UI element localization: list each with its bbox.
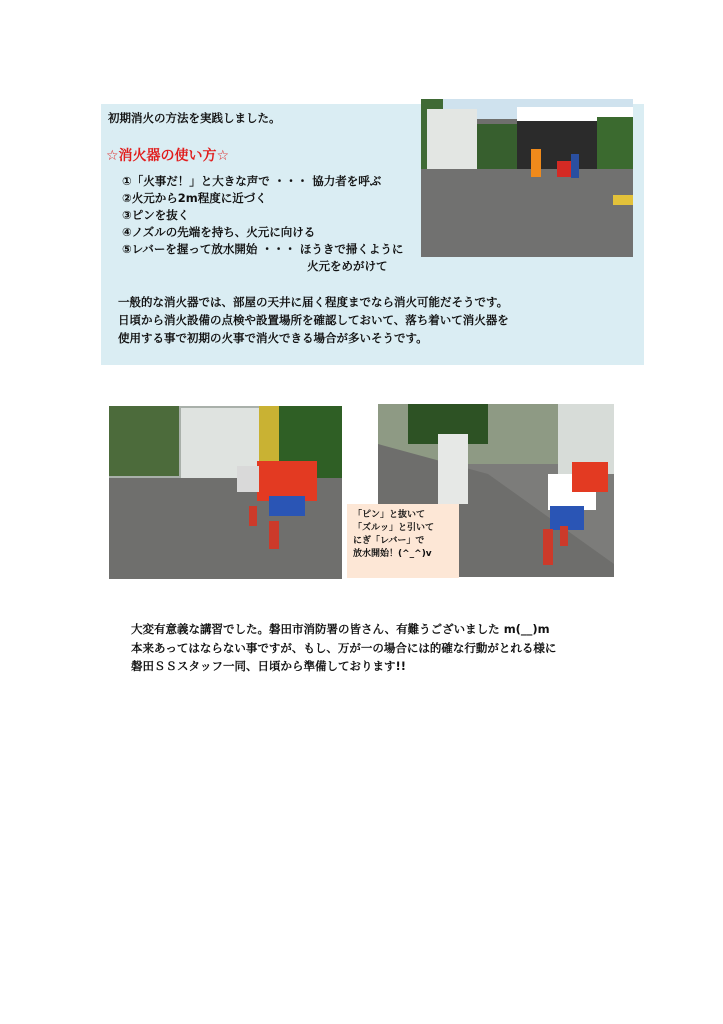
photo-practice-left bbox=[109, 406, 342, 579]
caption-box bbox=[347, 504, 459, 578]
step-item: ①「火事だ！」と大きな声で ・・・ 協力者を呼ぶ bbox=[122, 174, 382, 188]
closing-line: 本来あってはならない事ですが、もし、万が一の場合には的確な行動がとれる様に bbox=[131, 640, 557, 655]
description-line: 一般的な消火器では、部屋の天井に届く程度までなら消火可能だそうです。 bbox=[118, 295, 509, 309]
step-item: ②火元から2m程度に近づく bbox=[122, 191, 267, 205]
caption-line: 「ズルッ」と引いて bbox=[353, 523, 435, 533]
closing-line: 磐田ＳＳスタッフ一同、日頃から準備しております!! bbox=[131, 659, 406, 673]
section-heading: ☆消火器の使い方☆ bbox=[106, 148, 230, 164]
closing-line: 大変有意義な講習でした。磐田市消防署の皆さん、有難うございました m(__)m bbox=[131, 622, 550, 636]
caption-line: にぎ「レバー」で bbox=[353, 536, 425, 546]
photo-station-building bbox=[421, 99, 633, 257]
step-item: ⑤レバーを握って放水開始 ・・・ ほうきで掃くように bbox=[122, 242, 404, 256]
caption-line: 「ピン」と抜いて bbox=[353, 510, 426, 520]
step-continuation: 火元をめがけて bbox=[307, 259, 388, 273]
step-item: ④ノズルの先端を持ち、火元に向ける bbox=[122, 225, 316, 239]
step-item: ③ピンを抜く bbox=[122, 208, 190, 222]
closing-message bbox=[131, 620, 556, 676]
description-line: 日頃から消火設備の点検や設置場所を確認しておいて、落ち着いて消火器を bbox=[118, 313, 509, 327]
steps-list bbox=[122, 173, 403, 275]
section-title: 初期消火の方法を実践しました。 bbox=[108, 111, 281, 125]
caption-line: 放水開始！(^_^)v bbox=[353, 549, 432, 559]
description-line: 使用する事で初期の火事で消火できる場合が多いそうです。 bbox=[118, 331, 428, 345]
description bbox=[118, 293, 509, 347]
